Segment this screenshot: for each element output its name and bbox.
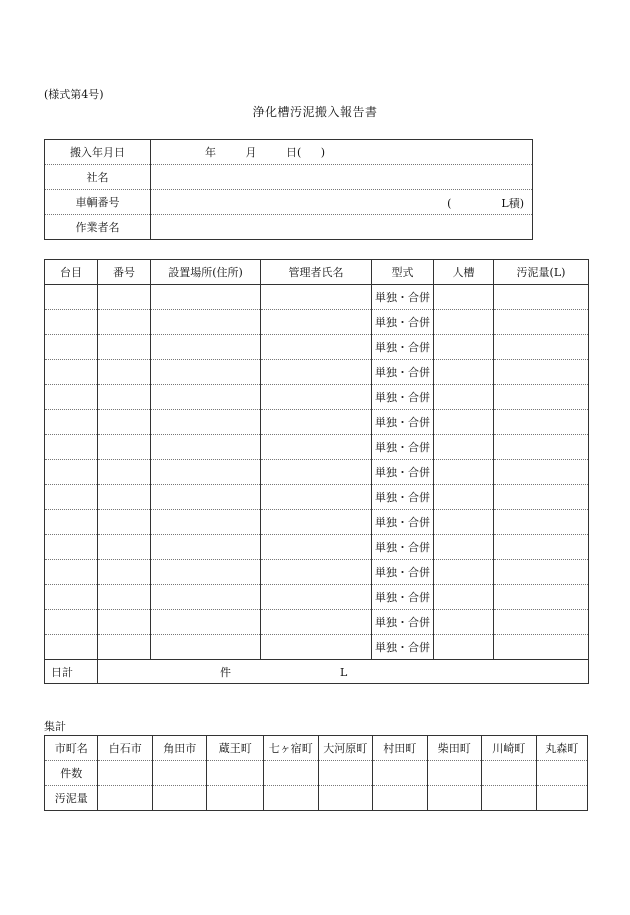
entry-manager-name-cell[interactable]: [261, 460, 372, 485]
entry-capacity-cell[interactable]: [434, 485, 494, 510]
summary-count-label: 件数: [45, 761, 98, 786]
entry-row: [45, 535, 589, 560]
entry-type-cell[interactable]: 単独・合併: [372, 510, 434, 535]
entry-unit-no-cell[interactable]: [45, 610, 98, 635]
date-label: 搬入年月日: [45, 140, 151, 165]
entry-sludge-volume-cell[interactable]: [494, 435, 589, 460]
entry-capacity-cell[interactable]: [434, 510, 494, 535]
daily-total-field[interactable]: [98, 660, 589, 684]
summary-municipality-row: [45, 736, 588, 761]
entry-capacity-cell[interactable]: [434, 535, 494, 560]
entry-manager-name-cell[interactable]: [261, 510, 372, 535]
daily-total-label: 日計: [45, 660, 98, 684]
entry-type-cell[interactable]: 単独・合併: [372, 360, 434, 385]
entry-sludge-volume-cell[interactable]: [494, 610, 589, 635]
entry-location-cell[interactable]: [151, 435, 261, 460]
entry-unit-no-cell[interactable]: [45, 285, 98, 310]
entry-type-cell[interactable]: 単独・合併: [372, 610, 434, 635]
entry-row: [45, 610, 589, 635]
summary-volume-cell[interactable]: [207, 786, 264, 811]
entry-manager-name-cell[interactable]: [261, 585, 372, 610]
summary-volume-label: 汚泥量: [45, 786, 98, 811]
header-unit-no: 台目: [45, 260, 98, 285]
summary-volume-cell[interactable]: [152, 786, 207, 811]
entry-sludge-volume-cell[interactable]: [494, 460, 589, 485]
entry-row: [45, 410, 589, 435]
entry-capacity-cell[interactable]: [434, 310, 494, 335]
entry-location-cell[interactable]: [151, 410, 261, 435]
date-day-label: 日(: [286, 146, 302, 159]
summary-municipality-name: 角田市: [152, 736, 207, 761]
entry-capacity-cell[interactable]: [434, 435, 494, 460]
entry-manager-name-cell[interactable]: [261, 285, 372, 310]
entry-unit-no-cell[interactable]: [45, 485, 98, 510]
summary-municipality-name: 七ヶ宿町: [264, 736, 319, 761]
entry-location-cell[interactable]: [151, 585, 261, 610]
entry-row: [45, 585, 589, 610]
entry-row: [45, 385, 589, 410]
entry-location-cell[interactable]: [151, 485, 261, 510]
entry-number-cell[interactable]: [98, 410, 151, 435]
summary-volume-cell[interactable]: [482, 786, 537, 811]
company-row: [45, 165, 533, 190]
entry-number-cell[interactable]: [98, 385, 151, 410]
entry-capacity-cell[interactable]: [434, 460, 494, 485]
header-number: 番号: [98, 260, 151, 285]
entry-manager-name-cell[interactable]: [261, 535, 372, 560]
entry-manager-name-cell[interactable]: [261, 410, 372, 435]
entry-row: [45, 335, 589, 360]
entry-sludge-volume-cell[interactable]: [494, 310, 589, 335]
entry-type-cell[interactable]: 単独・合併: [372, 535, 434, 560]
entry-sludge-volume-cell[interactable]: [494, 285, 589, 310]
entry-number-cell[interactable]: [98, 435, 151, 460]
info-table: [44, 139, 533, 240]
summary-count-cell[interactable]: [264, 761, 319, 786]
entry-type-cell[interactable]: 単独・合併: [372, 285, 434, 310]
entry-capacity-cell[interactable]: [434, 385, 494, 410]
entry-unit-no-cell[interactable]: [45, 535, 98, 560]
entry-location-cell[interactable]: [151, 635, 261, 660]
entry-unit-no-cell[interactable]: [45, 410, 98, 435]
entry-type-cell[interactable]: 単独・合併: [372, 410, 434, 435]
summary-count-cell[interactable]: [318, 761, 373, 786]
entry-sludge-volume-cell[interactable]: [494, 635, 589, 660]
summary-volume-cell[interactable]: [373, 786, 428, 811]
entry-location-cell[interactable]: [151, 610, 261, 635]
entry-row: [45, 310, 589, 335]
summary-volume-row: [45, 786, 588, 811]
entry-unit-no-cell[interactable]: [45, 335, 98, 360]
date-month-label: 月: [245, 146, 257, 159]
entry-number-cell[interactable]: [98, 310, 151, 335]
entry-row: [45, 435, 589, 460]
entry-type-cell[interactable]: 単独・合併: [372, 460, 434, 485]
entry-number-cell[interactable]: [98, 535, 151, 560]
entry-location-cell[interactable]: [151, 460, 261, 485]
entry-unit-no-cell[interactable]: [45, 635, 98, 660]
entry-unit-no-cell[interactable]: [45, 310, 98, 335]
entry-manager-name-cell[interactable]: [261, 335, 372, 360]
summary-heading: 集計: [44, 720, 66, 733]
entry-number-cell[interactable]: [98, 460, 151, 485]
worker-field[interactable]: [151, 215, 533, 240]
entry-row: [45, 460, 589, 485]
entry-location-cell[interactable]: [151, 510, 261, 535]
summary-municipality-name: 村田町: [373, 736, 428, 761]
worker-row: [45, 215, 533, 240]
entry-number-cell[interactable]: [98, 585, 151, 610]
entry-row: [45, 510, 589, 535]
entry-row: [45, 360, 589, 385]
entry-capacity-cell[interactable]: [434, 635, 494, 660]
entry-location-cell[interactable]: [151, 535, 261, 560]
summary-municipality-label: 市町名: [45, 736, 98, 761]
entry-type-cell[interactable]: 単独・合併: [372, 335, 434, 360]
summary-municipality-name: 川崎町: [482, 736, 537, 761]
summary-volume-cell[interactable]: [318, 786, 373, 811]
entry-number-cell[interactable]: [98, 510, 151, 535]
summary-volume-cell[interactable]: [98, 786, 153, 811]
entry-number-cell[interactable]: [98, 560, 151, 585]
entry-type-cell[interactable]: 単独・合併: [372, 585, 434, 610]
header-sludge-volume: 汚泥量(L): [494, 260, 589, 285]
header-location: 設置場所(住所): [151, 260, 261, 285]
entry-unit-no-cell[interactable]: [45, 385, 98, 410]
entry-capacity-cell[interactable]: [434, 285, 494, 310]
entry-capacity-cell[interactable]: [434, 560, 494, 585]
daily-total-volume-unit: L: [340, 665, 348, 679]
entry-row: [45, 635, 589, 660]
header-capacity: 人槽: [434, 260, 494, 285]
date-close-label: ): [320, 146, 326, 159]
entry-row: [45, 285, 589, 310]
vehicle-capacity-open: (: [447, 197, 452, 210]
document-title: 浄化槽汚泥搬入報告書: [252, 105, 378, 119]
daily-total-count-unit: 件: [220, 665, 231, 679]
vehicle-field[interactable]: [151, 190, 533, 215]
form-number: (様式第4号): [44, 88, 104, 101]
entry-type-cell[interactable]: 単独・合併: [372, 385, 434, 410]
summary-table: [44, 735, 588, 811]
summary-count-cell[interactable]: [427, 761, 482, 786]
main-header-row: [45, 260, 589, 285]
summary-count-cell[interactable]: [482, 761, 537, 786]
summary-municipality-name: 蔵王町: [207, 736, 264, 761]
entry-location-cell[interactable]: [151, 335, 261, 360]
entry-number-cell[interactable]: [98, 485, 151, 510]
summary-count-row: [45, 761, 588, 786]
entry-number-cell[interactable]: [98, 610, 151, 635]
entry-unit-no-cell[interactable]: [45, 460, 98, 485]
entry-type-cell[interactable]: 単独・合併: [372, 310, 434, 335]
entry-capacity-cell[interactable]: [434, 335, 494, 360]
entry-manager-name-cell[interactable]: [261, 435, 372, 460]
entry-manager-name-cell[interactable]: [261, 360, 372, 385]
entry-manager-name-cell[interactable]: [261, 560, 372, 585]
summary-volume-cell[interactable]: [264, 786, 319, 811]
summary-municipality-name: 丸森町: [536, 736, 588, 761]
entry-manager-name-cell[interactable]: [261, 385, 372, 410]
entry-sludge-volume-cell[interactable]: [494, 585, 589, 610]
vehicle-label: 車輌番号: [45, 190, 151, 215]
summary-municipality-name: 大河原町: [318, 736, 373, 761]
header-type: 型式: [372, 260, 434, 285]
entry-type-cell[interactable]: 単独・合併: [372, 560, 434, 585]
entry-unit-no-cell[interactable]: [45, 360, 98, 385]
vehicle-row: [45, 190, 533, 215]
date-year-label: 年: [205, 146, 216, 159]
summary-count-cell[interactable]: [536, 761, 588, 786]
entry-unit-no-cell[interactable]: [45, 560, 98, 585]
entry-location-cell[interactable]: [151, 360, 261, 385]
entry-manager-name-cell[interactable]: [261, 610, 372, 635]
entry-location-cell[interactable]: [151, 560, 261, 585]
date-row: [45, 140, 533, 165]
entry-location-cell[interactable]: [151, 385, 261, 410]
entry-sludge-volume-cell[interactable]: [494, 360, 589, 385]
entry-unit-no-cell[interactable]: [45, 510, 98, 535]
entry-capacity-cell[interactable]: [434, 360, 494, 385]
summary-municipality-name: 白石市: [98, 736, 153, 761]
summary-count-cell[interactable]: [98, 761, 153, 786]
worker-label: 作業者名: [45, 215, 151, 240]
entry-number-cell[interactable]: [98, 635, 151, 660]
entry-type-cell[interactable]: 単独・合併: [372, 435, 434, 460]
main-table: [44, 259, 589, 684]
date-field[interactable]: [151, 140, 533, 165]
entry-capacity-cell[interactable]: [434, 585, 494, 610]
summary-municipality-name: 柴田町: [427, 736, 482, 761]
entry-unit-no-cell[interactable]: [45, 435, 98, 460]
entry-sludge-volume-cell[interactable]: [494, 560, 589, 585]
entry-sludge-volume-cell[interactable]: [494, 335, 589, 360]
entry-sludge-volume-cell[interactable]: [494, 385, 589, 410]
entry-unit-no-cell[interactable]: [45, 585, 98, 610]
entry-sludge-volume-cell[interactable]: [494, 535, 589, 560]
entry-capacity-cell[interactable]: [434, 610, 494, 635]
entry-manager-name-cell[interactable]: [261, 635, 372, 660]
summary-count-cell[interactable]: [152, 761, 207, 786]
header-manager-name: 管理者氏名: [261, 260, 372, 285]
entry-manager-name-cell[interactable]: [261, 485, 372, 510]
entry-number-cell[interactable]: [98, 360, 151, 385]
entry-sludge-volume-cell[interactable]: [494, 510, 589, 535]
summary-volume-cell[interactable]: [536, 786, 588, 811]
entry-location-cell[interactable]: [151, 310, 261, 335]
entry-number-cell[interactable]: [98, 335, 151, 360]
entry-type-cell[interactable]: 単独・合併: [372, 485, 434, 510]
entry-number-cell[interactable]: [98, 285, 151, 310]
company-label: 社名: [45, 165, 151, 190]
vehicle-capacity-unit: L積): [501, 197, 524, 210]
entry-capacity-cell[interactable]: [434, 410, 494, 435]
entry-sludge-volume-cell[interactable]: [494, 485, 589, 510]
company-field[interactable]: [151, 165, 533, 190]
entry-row: [45, 485, 589, 510]
summary-count-cell[interactable]: [207, 761, 264, 786]
summary-volume-cell[interactable]: [427, 786, 482, 811]
entry-sludge-volume-cell[interactable]: [494, 410, 589, 435]
summary-count-cell[interactable]: [373, 761, 428, 786]
entry-location-cell[interactable]: [151, 285, 261, 310]
daily-total-row: [45, 660, 589, 684]
entry-row: [45, 560, 589, 585]
entry-type-cell[interactable]: 単独・合併: [372, 635, 434, 660]
entry-manager-name-cell[interactable]: [261, 310, 372, 335]
